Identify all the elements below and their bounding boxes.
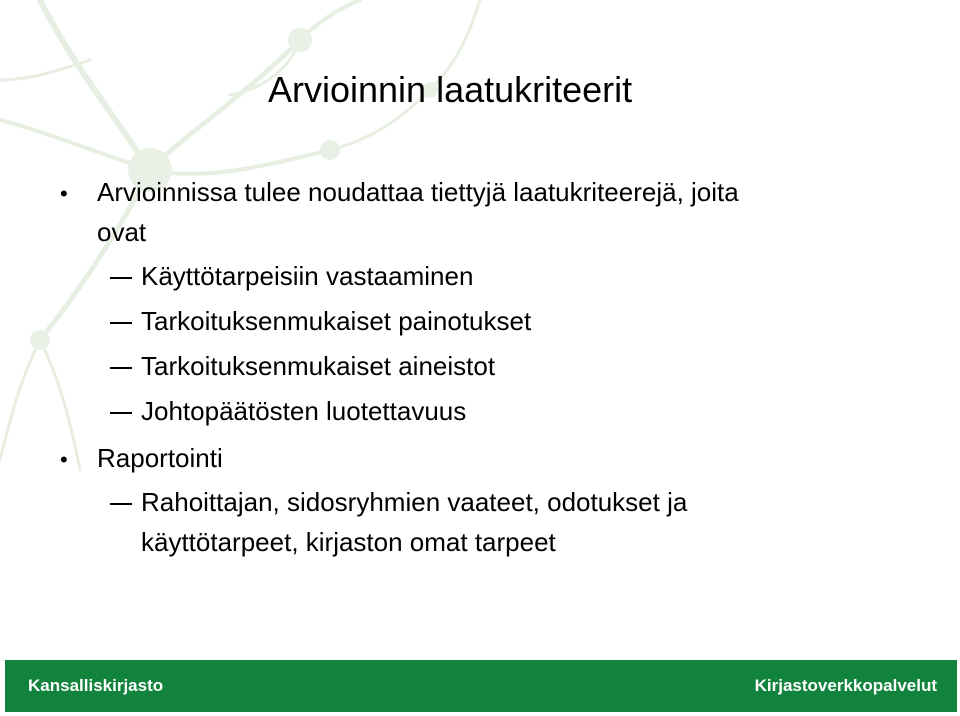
slide-title: Arvioinnin laatukriteerit [268, 69, 633, 110]
sub-bullet-text: Johtopäätösten luotettavuus [141, 396, 467, 426]
sub-bullet-text: Tarkoituksenmukaiset painotukset [141, 306, 532, 336]
footer-logo-kansalliskirjasto: Kansalliskirjasto [28, 676, 164, 695]
sub-bullet-text: Tarkoituksenmukaiset aineistot [141, 351, 496, 381]
sub-bullet-dash [110, 277, 132, 279]
bullet-text: Arvioinnissa tulee noudattaa tiettyjä laatukriteerejä, joita [97, 177, 739, 207]
bullet-glyph: • [60, 181, 68, 206]
sub-bullet-dash [110, 367, 132, 369]
sub-bullet-text: käyttötarpeet, kirjaston omat tarpeet [141, 527, 556, 557]
sub-bullet-text: Käyttötarpeisiin vastaaminen [141, 261, 474, 291]
sub-bullet-dash [110, 412, 132, 414]
footer-logo-kirjastoverkkopalvelut: Kirjastoverkkopalvelut [754, 676, 937, 695]
sub-bullet-dash [110, 503, 132, 505]
sub-bullet-dash [110, 322, 132, 324]
sub-bullet-text: Rahoittajan, sidosryhmien vaateet, odotukset ja [141, 487, 688, 517]
footer-bar [5, 660, 957, 712]
bullet-text: Raportointi [97, 443, 223, 473]
bullet-glyph: • [60, 447, 68, 472]
bullet-text: ovat [97, 217, 147, 247]
